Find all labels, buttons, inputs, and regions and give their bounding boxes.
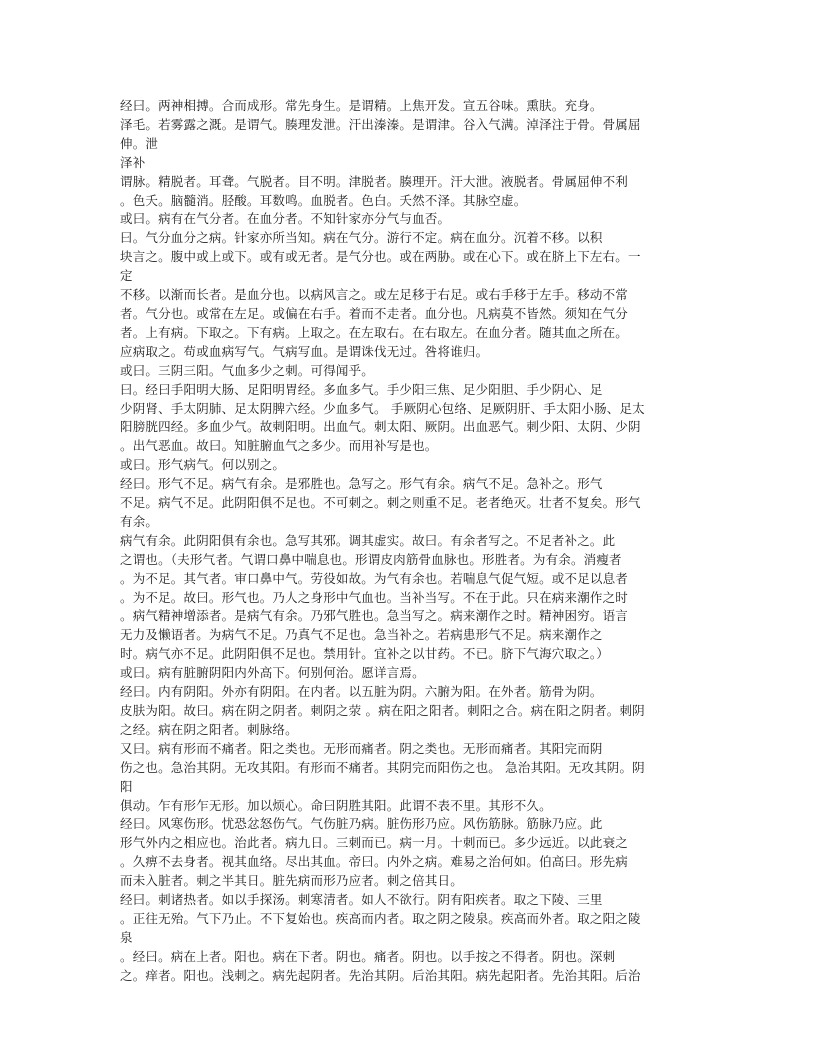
text-line: 经曰。风寒伤形。忧恐忿怒伤气。气伤脏乃病。脏伤形乃应。风伤筋脉。筋脉乃应。此: [120, 816, 603, 832]
text-line: 又曰。病有形而不痛者。阳之类也。无形而痛者。阴之类也。无形而痛者。其阳完而阴: [120, 740, 603, 756]
text-line: 。色夭。脑髓消。胫酸。耳数鸣。血脱者。色白。夭然不泽。其脉空虚。: [120, 192, 527, 208]
text-line: 块言之。腹中或上或下。或有或无者。是气分也。或在两胁。或在心下。或在脐上下左右。一: [120, 249, 641, 265]
text-line: 。久痹不去身者。视其血络。尽出其血。帝曰。内外之病。难易之治何如。伯高曰。形先病: [120, 854, 629, 870]
text-line: 经曰。两神相搏。合而成形。常先身生。是谓精。上焦开发。宣五谷味。熏肤。充身。: [120, 98, 603, 113]
text-line: 不移。以渐而长者。是血分也。以病风言之。或左足移于右足。或右手移于左手。移动不常: [120, 287, 629, 303]
text-line: 泽补: [120, 154, 146, 170]
text-line: 伸。泄: [120, 135, 159, 151]
text-line: 皮肤为阳。故曰。病在阴之阴者。刺阴之荥 。病在阳之阳者。刺阳之合。病在阳之阴者。刺阴: [120, 703, 645, 718]
text-line: 曰。气分血分之病。针家亦所当知。病在气分。游行不定。病在血分。沉着不移。以积: [120, 230, 603, 246]
text-line: 有余。: [120, 513, 159, 529]
document-body: [120, 97, 700, 986]
text-line: 。经曰。病在上者。阳也。病在下者。阴也。痛者。阴也。以手按之不得者。阴也。深刺: [120, 948, 616, 964]
text-line: 俱动。乍有形乍无形。加以烦心。命曰阴胜其阳。此谓不表不里。其形不久。: [120, 797, 552, 813]
text-line: 。为不足。故曰。形气也。乃人之身形中气血也。当补当写。不在于此。只在病来潮作之时: [120, 589, 629, 605]
text-line: 。正往无殆。气下乃止。不下复始也。疾高而内者。取之阴之陵泉。疾高而外者。取之阳之陵: [120, 910, 641, 926]
text-line: 或曰。病有在气分者。在血分者。不知针家亦分气与血否。: [120, 211, 451, 227]
text-line: 形气外内之相应也。治此者。病九日。三刺而已。病一月。十刺而已。多少远近。以此衰之: [120, 835, 629, 851]
text-line: 谓脉。精脱者。耳聋。气脱者。目不明。津脱者。腠理开。汗大泄。液脱者。骨属屈伸不利: [120, 173, 629, 189]
text-line: 。病气精神增添者。是病气有余。乃邪气胜也。急当写之。病来潮作之时。精神困穷。语言: [120, 608, 629, 624]
text-line: 经曰。刺诸热者。如以手探汤。刺寒清者。如人不欲行。阴有阳疾者。取之下陵、三里: [120, 892, 603, 908]
text-line: 经曰。形气不足。病气有余。是邪胜也。急写之。形气有余。病气不足。急补之。形气: [120, 476, 603, 492]
text-line: 伤之也。急治其阴。无攻其阳。有形而不痛者。其阴完而阳伤之也。 急治其阳。无攻其阴。阴: [120, 759, 645, 775]
text-line: 或曰。形气病气。何以别之。: [120, 457, 286, 473]
text-line: 泽毛。若雾露之溉。是谓气。腠理发泄。汗出溱溱。是谓津。谷入气满。淖泽注于骨。骨属屈: [120, 116, 641, 132]
text-line: 少阴肾、手太阴肺、足太阴脾六经。少血多气。 手厥阴心包络、足厥阴肝、手太阳小肠、足太: [120, 400, 645, 416]
text-line: 者。气分也。或常在左足。或偏在右手。着而不走者。血分也。凡病莫不皆然。须知在气分: [120, 305, 629, 321]
text-line: 。出气恶血。故曰。知脏腑血气之多少。而用补写是也。: [120, 438, 438, 454]
text-line: 之谓也。（夫形气者。气谓口鼻中喘息也。形谓皮肉筋骨血脉也。形胜者。为有余。消瘦者: [120, 551, 622, 567]
text-line: 。为不足。其气者。审口鼻中气。劳役如故。为气有余也。若喘息气促气短。或不足以息者: [120, 570, 629, 586]
text-line: 应病取之。苟或血病写气。气病写血。是谓诛伐无过。咎将谁归。: [120, 343, 489, 359]
text-line: 或曰。三阴三阳。气血多少之刺。可得闻乎。: [120, 362, 375, 378]
text-line: 无力及懒语者。为病气不足。乃真气不足也。急当补之。若病患形气不足。病来潮作之: [120, 627, 603, 643]
text-line: 之。痒者。阳也。浅刺之。病先起阴者。先治其阴。后治其阳。病先起阳者。先治其阳。后治: [120, 967, 641, 983]
text-line: 时。病气亦不足。此阴阳俱不足也。禁用针。宜补之以甘药。不已。脐下气海穴取之。）: [120, 646, 610, 662]
text-line: 曰。经曰手阳明大肠、足阳明胃经。多血多气。手少阳三焦、足少阳胆、手少阴心、足: [120, 381, 603, 397]
text-line: 或曰。病有脏腑阴阳内外高下。何别何治。愿详言焉。: [120, 665, 425, 681]
text-line: 而未入脏者。刺之半其日。脏先病而形乃应者。刺之倍其日。: [120, 873, 463, 889]
text-line: 者。上有病。下取之。下有病。上取之。在左取右。在右取左。在血分者。随其血之所在。: [120, 324, 629, 340]
text-line: 不足。病气不足。此阴阳俱不足也。不可刺之。刺之则重不足。老者绝灭。壮者不复矣。形气: [120, 495, 641, 511]
text-line: 阳膀胱四经。多血少气。故刺阳明。出血气。刺太阳、厥阴。出血恶气。刺少阳、太阴、少阴: [120, 419, 641, 435]
text-line: 之经。病在阴之阳者。刺脉络。: [120, 721, 298, 737]
text-line: 病气有余。此阴阳俱有余也。急写其邪。调其虚实。故曰。有余者写之。不足者补之。此: [120, 532, 616, 548]
text-line: 泉: [120, 929, 133, 945]
text-line: 定: [120, 268, 133, 284]
text-line: 经曰。内有阴阳。外亦有阴阳。在内者。以五脏为阴。六腑为阳。在外者。筋骨为阴。: [120, 684, 603, 700]
text-line: 阳: [120, 778, 133, 794]
